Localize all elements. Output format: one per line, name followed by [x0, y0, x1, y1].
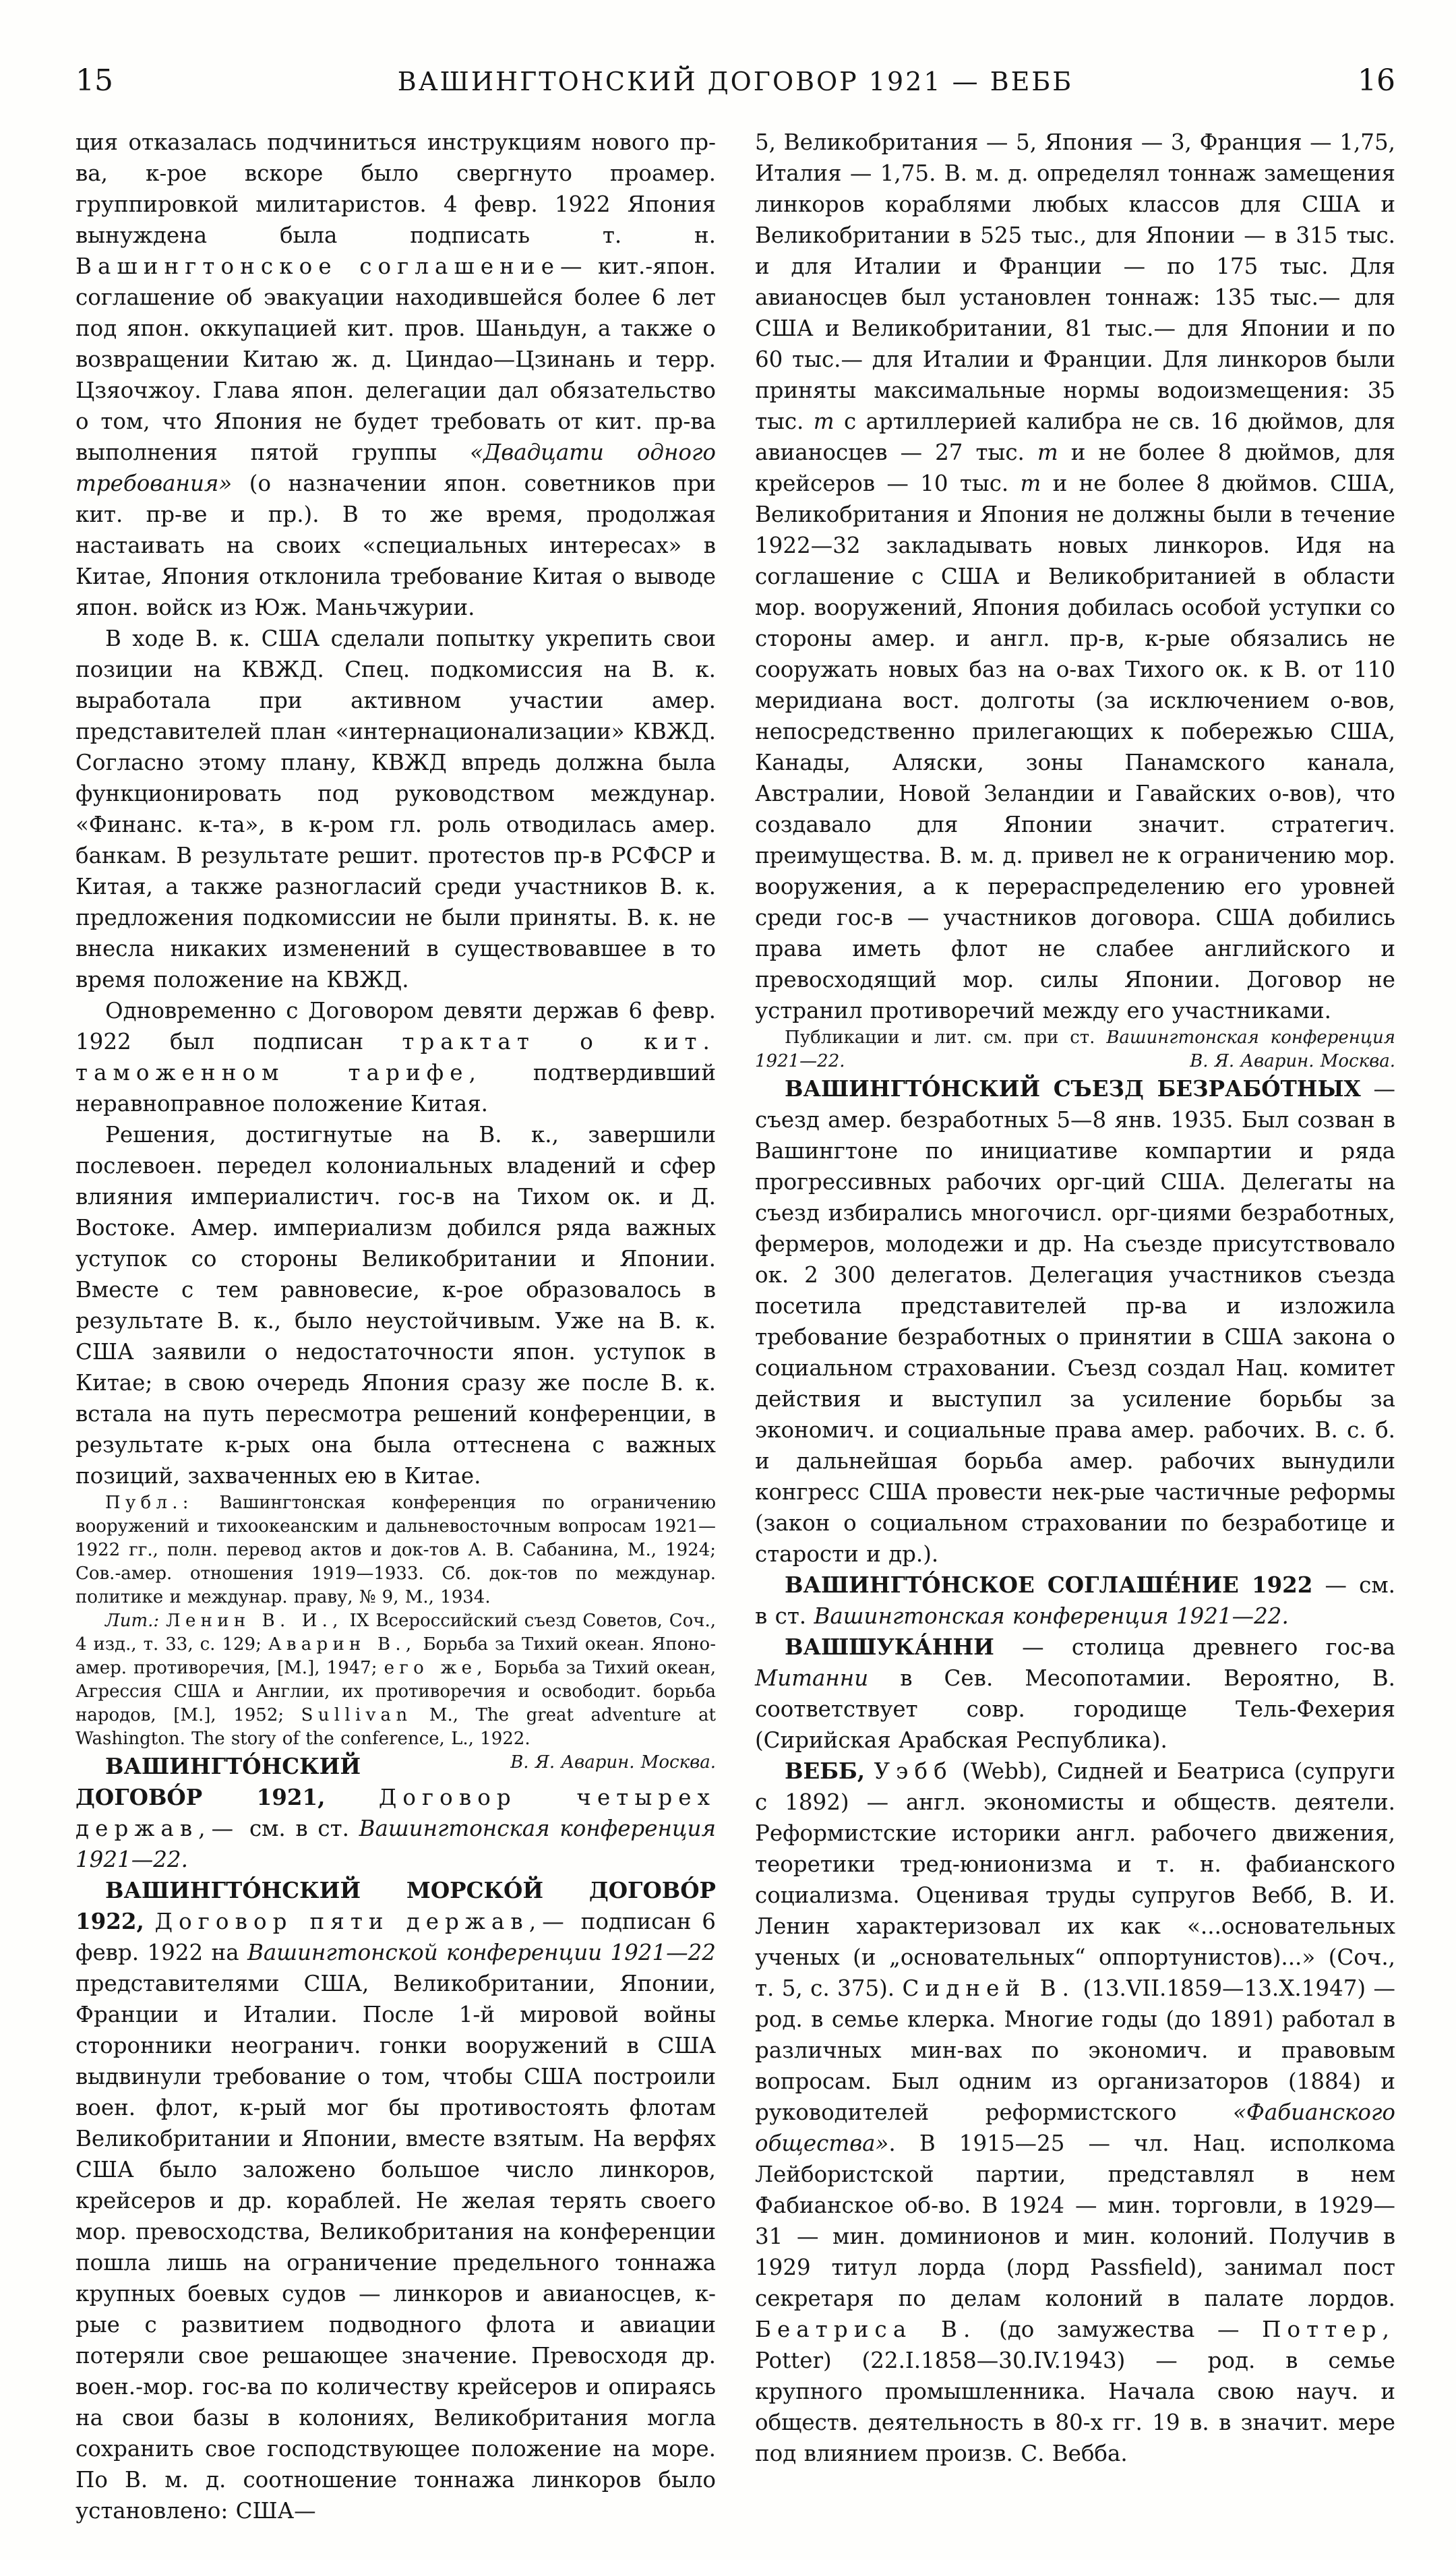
lit-note — [75, 1609, 716, 1773]
entry-vashshukanni — [755, 1632, 1395, 1756]
text-run-normal: с артиллерией калибра не св. 16 дюймов, для авианосцев — 27 тыс. — [755, 409, 1395, 465]
text-run-italic: т — [1037, 440, 1058, 465]
text-run-spaced: его же, — [384, 1658, 487, 1678]
text-run-normal — [325, 1785, 378, 1810]
text-run-normal: в Сев. Месопотамии. Вероятно, В. соответствует совр. городище Тель-Фехерия (Сирийская Арабская Республика). — [755, 1665, 1395, 1753]
text-run-normal: и не более 8 дюймов, для крейсеров — 10 тыс. — [755, 440, 1395, 496]
text-run-normal: см. в ст. — [239, 1816, 359, 1841]
text-run-spaced: Договор пяти держав,— — [154, 1909, 570, 1934]
paragraph-traktat-o-tarife — [75, 995, 716, 1119]
entry-vashingtonskoye-soglashenie-1922 — [755, 1570, 1395, 1632]
page-number-left: 15 — [75, 63, 113, 98]
text-run-normal: Potter) (22.I.1858—30.IV.1943) — род. в семье крупного промышленника. Начала свою науч. и обществ. деятельность в 80-х гг. 19 в. в значит. мере под влиянием произв. С. Вебба. — [755, 2348, 1395, 2466]
text-run-italic: т — [813, 409, 835, 434]
text-run-normal: (о назначении япон. советников при кит. пр-ве и пр.). В то же время, продолжая настаивать на своих «специальных интересах» в Китае, Япония отклонила требование Китая о выводе япон. войск из Юж. Маньчжурии. — [75, 471, 716, 620]
text-run-normal: подписан 6 февр. 1922 на — [75, 1909, 716, 1965]
text-run-bold: ВАШШУКА́ННИ — [785, 1634, 994, 1660]
text-run-normal: — см. в ст. — [755, 1572, 1395, 1629]
text-run-italic: Митанни — [755, 1665, 869, 1691]
text-run-italic: Вашингтонская конференция 1921—22. — [755, 1028, 1395, 1071]
text-run-normal: В ходе В. к. США сделали попытку укрепить свои позиции на КВЖД. Спец. подкомиссия на В. к. выработала при активном участии амер. представителей план «интернационализации» КВЖД. Согласно этому плану, КВЖД впредь должна была функционировать под руководством междунар. «Финанс. к-та», в к-ром гл. роль отводилась амер. банкам. В результате решит. протестов пр-в РСФСР и Китая, а также разногласий среди участников В. к. предложения подкомиссии не были приняты. В. к. не внесла никаких изменений в существовавшее в то время положение на КВЖД. — [75, 626, 716, 992]
page-number-right: 16 — [1358, 63, 1395, 98]
paragraph-resheniya — [75, 1119, 716, 1491]
text-run-italic: «Двадцати одного требования» — [75, 440, 716, 496]
text-run-normal: Одновременно с Договором девяти держав 6 февр. 1922 был подписан — [75, 998, 716, 1054]
entry-webb — [755, 1756, 1395, 2469]
text-run-normal: M., The great adventure at Washington. The story of the conference, L., 1922. — [75, 1705, 716, 1749]
text-run-normal: представителями США, Великобритании, Японии, Франции и Италии. После 1-й мировой войны сторонники неогранич. гонки вооружений в США выдвинули требование о том, чтобы США построили воен. флот, к-рый мог бы противостоять флотам Великобритании и Японии, вместе взятым. На верфях США было заложено большое число линкоров, крейсеров и др. кораблей. Не желая терять своего мор. превосходства, Великобритания на конференции пошла лишь на ограничение предельного тоннажа крупных боевых судов — линкоров и авианосцев, к-рые с развитием подводного флота и авиации потеряли свое решающее значение. Превосходя др. воен.-мор. гос-ва по количеству крейсеров и опираясь на свои базы в колониях, Великобритания могла сохранить свое господствующее положение на море. По В. м. д. соотношение тоннажа линкоров было установлено: США— — [75, 1971, 716, 2524]
right-column — [755, 127, 1395, 2526]
text-run-bold: ВАШИНГТО́НСКИЙ СЪЕЗД БЕЗРАБО́ТНЫХ — [785, 1075, 1361, 1102]
text-run-normal: (Webb), Сидней и Беатриса (супруги с 1892) — англ. экономисты и обществ. деятели. Реформистские историки англ. рабочего движения, теоретики тред-юнионизма и т. н. фабианского социализма. Оценивая труды супругов Вебб, В. И. Ленин характеризовал их как «...основательных ученых (и „основательных“ оппортунистов)...» (Соч., т. 5, с. 375). — [755, 1758, 1395, 2001]
entry-vashingtonsky-morskoy-dogovor-1922 — [75, 1875, 716, 2526]
entry-vashingtonsky-syezd-bezrabotnyh — [755, 1073, 1395, 1570]
text-run-spaced: Публ.: — [105, 1493, 193, 1513]
text-run-normal: 5, Великобритания — 5, Япония — 3, Франция — 1,75, Италия — 1,75. В. м. д. определял тоннаж замещения линкоров кораблями любых классов для США и Великобритании в 525 тыс., для Японии — в 315 тыс. и для Италии и Франции — по 175 тыс. Для авианосцев был установлен тоннаж: 135 тыс.— для США и Великобритании, 81 тыс.— для Японии и по 60 тыс.— для Италии и Франции. Для линкоров были приняты максимальные нормы водоизмещения: 35 тыс. — [755, 129, 1395, 434]
text-run-italic: Вашингтонская конференция 1921—22. — [75, 1816, 716, 1872]
text-run-bold: ВАШИНГТО́НСКОЕ СОГЛАШЕ́НИЕ 1922 — [785, 1572, 1313, 1598]
text-run-normal: Решения, достигнутые на В. к., завершили послевоен. передел колониальных владений и сфер влияния империалистич. гос-в на Тихом ок. и Д. Востоке. Амер. империализм добился ряда важных уступок со стороны Великобритании и Японии. Вместе с тем равновесие, к-рое образовалось в результате В. к., было неустойчивым. Уже на В. к. США заявили о недостаточности япон. уступок в Китае; в свою очередь Япония сразу же после В. к. встала на путь пересмотра решений конференции, в результате к-рых она была оттеснена с важных позиций, захваченных ею в Китае. — [75, 1122, 716, 1489]
author-signature: В. Я. Аварин. Москва. — [1190, 1051, 1395, 1071]
text-run-normal: IX Всероссийский съезд Советов, Соч., 4 изд., т. 33, с. 129; — [75, 1611, 716, 1655]
text-run-normal: — кит.-япон. соглашение об эвакуации находившейся более 6 лет под япон. оккупацией кит. пров. Шаньдун, а также о возвращении Китаю ж. д. Циндао—Цзинань и терр. Цзяочжоу. Глава япон. делегации дал обязательство о том, что Япония не будет требовать от кит. пр-ва выполнения пятой группы — [75, 254, 716, 465]
continuation-morskoy-dogovor — [755, 127, 1395, 1026]
publ-lit-note — [755, 1026, 1395, 1073]
text-run-normal: Публикации и лит. см. при ст. — [785, 1028, 1107, 1048]
text-run-normal: Борьба за Тихий океан, Агрессия США и Англии, их противоречия и освободит. борьба народов, [М.], 1952; — [75, 1658, 716, 1725]
text-run-normal — [159, 1611, 166, 1631]
text-run-normal: Вашингтонская конференция по ограничению вооружений и тихоокеанским и дальневосточным вопросам 1921—1922 гг., полн. перевод актов и док-тов А. В. Сабанина, М., 1924; Сов.-амер. отношения 1919—1933. Сб. док-тов по междунар. политике и междунар. праву, № 9, М., 1934. — [75, 1493, 716, 1607]
text-run-normal: ция отказалась подчиниться инструкциям нового пр-ва, к-рое вскоре было свергнуто проамер. группировкой милитаристов. 4 февр. 1922 Япония вынуждена была подписать т. н. — [75, 129, 716, 248]
text-run-italic: Вашингтонская конференция 1921—22. — [814, 1603, 1289, 1629]
text-run-spaced: Уэбб — [874, 1758, 953, 1784]
text-run-spaced: Беатриса В. — [755, 2317, 977, 2342]
text-columns — [75, 127, 1395, 2526]
running-head: ВАШИНГТОНСКИЙ ДОГОВОР 1921 — ВЕББ — [397, 67, 1074, 96]
text-run-normal — [865, 1758, 874, 1784]
page-header — [75, 63, 1395, 98]
text-run-spaced: трактат о кит. таможенном тарифе — [75, 1029, 716, 1085]
text-run-italic: т — [1020, 471, 1041, 496]
text-run-spaced: Ленин В. И., — [166, 1611, 343, 1631]
text-run-spaced: Аварин В., — [268, 1634, 417, 1655]
paragraph-kvzhd — [75, 623, 716, 995]
text-run-bold: ВАШИНГТО́НСКИЙ МОРСКО́Й ДОГОВО́Р 1922, — [75, 1877, 716, 1934]
text-run-italic: «Фабианского общества» — [755, 2100, 1395, 2156]
continuation-vashingtonskaya-konferenciya — [75, 127, 716, 623]
text-run-bold: ВАШИНГТО́НСКИЙ ДОГОВО́Р 1921, — [75, 1753, 361, 1810]
text-run-spaced: Вашингтонское соглашение — [75, 254, 561, 279]
text-run-normal: — съезд амер. безработных 5—8 янв. 1935. Был созван в Вашингтоне по инициативе компартии и ряда прогрессивных рабочих орг-ций США. Делегаты на съезд избирались многочисл. орг-циями безработных, фермеров, молодежи и др. На съезде присутствовало ок. 2 300 делегатов. Делегация участников съезда посетила представителей пр-ва и изложила требование безработных о принятии в США закона о социальном страховании. Съезд создал Нац. комитет действия и выступил за усиление борьбы за экономич. и социальные права амер. рабочих. В. с. б. и дальнейшая борьба амер. рабочих вынудили конгресс США провести нек-рые частичные реформы (закон о социальном страховании по безработице и старости и др.). — [755, 1076, 1395, 1567]
text-run-normal — [144, 1909, 155, 1934]
text-run-bold: ВЕББ, — [785, 1758, 866, 1784]
text-run-normal: — столица древнего гос-ва — [994, 1634, 1395, 1660]
text-run-normal: (до замужества — — [976, 2317, 1263, 2342]
text-run-spaced: Договор четырех держав,— — [75, 1785, 716, 1841]
author-signature: В. Я. Аварин. Москва. — [510, 1752, 716, 1773]
text-run-italic: Лит.: — [105, 1611, 160, 1631]
publ-note — [75, 1491, 716, 1609]
text-run-spaced: Sullivan — [301, 1705, 413, 1725]
text-run-normal: . В 1915—25 — чл. Нац. исполкома Лейбористской партии, представлял в нем Фабианское об-во. В 1924 — мин. торговли, в 1929—31 — мин. доминионов и мин. колоний. Получив в 1929 титул лорда (лорд Passfield), занимал пост секретаря по делам колоний в палате лордов. — [755, 2131, 1395, 2311]
text-run-italic: Вашингтонской конференции 1921—22 — [247, 1940, 716, 1965]
text-run-normal: и не более 8 дюймов. США, Великобритания и Япония не должны были в течение 1922—32 закладывать новых линкоров. Идя на соглашение с США и Великобританией в области мор. вооружений, Япония добилась особой уступки со стороны амер. и англ. пр-в, к-рые обязались не сооружать новых баз на о-вах Тихого ок. к В. от 110 меридиана вост. долготы (за исключением о-вов, непосредственно прилегающих к побережью США, Канады, Аляски, зоны Панамского канала, Австралии, Новой Зеландии и Гавайских о-вов), что создавало для Японии значит. стратегич. преимущества. В. м. д. привел не к ограничению мор. вооружения, а к перераспределению его уровней среди гос-в — участников договора. США добились права иметь флот не слабее английского и превосходящий мор. силы Японии. Договор не устранил противоречий между его участниками. — [755, 471, 1395, 1023]
text-run-spaced: Сидней В. — [902, 1975, 1076, 2001]
left-column — [75, 127, 716, 2526]
text-run-normal: , подтвердивший неравноправное положение Китая. — [75, 1060, 716, 1117]
text-run-normal: Борьба за Тихий океан. Японо-амер. противоречия, [М.], 1947; — [75, 1634, 716, 1678]
text-run-normal: (13.VII.1859—13.X.1947) — род. в семье клерка. Многие годы (до 1891) работал в различных мин-вах по экономич. и правовым вопросам. Был одним из организаторов (1884) и руководителей реформистского — [755, 1975, 1396, 2125]
text-run-spaced: Поттер, — [1262, 2317, 1395, 2342]
